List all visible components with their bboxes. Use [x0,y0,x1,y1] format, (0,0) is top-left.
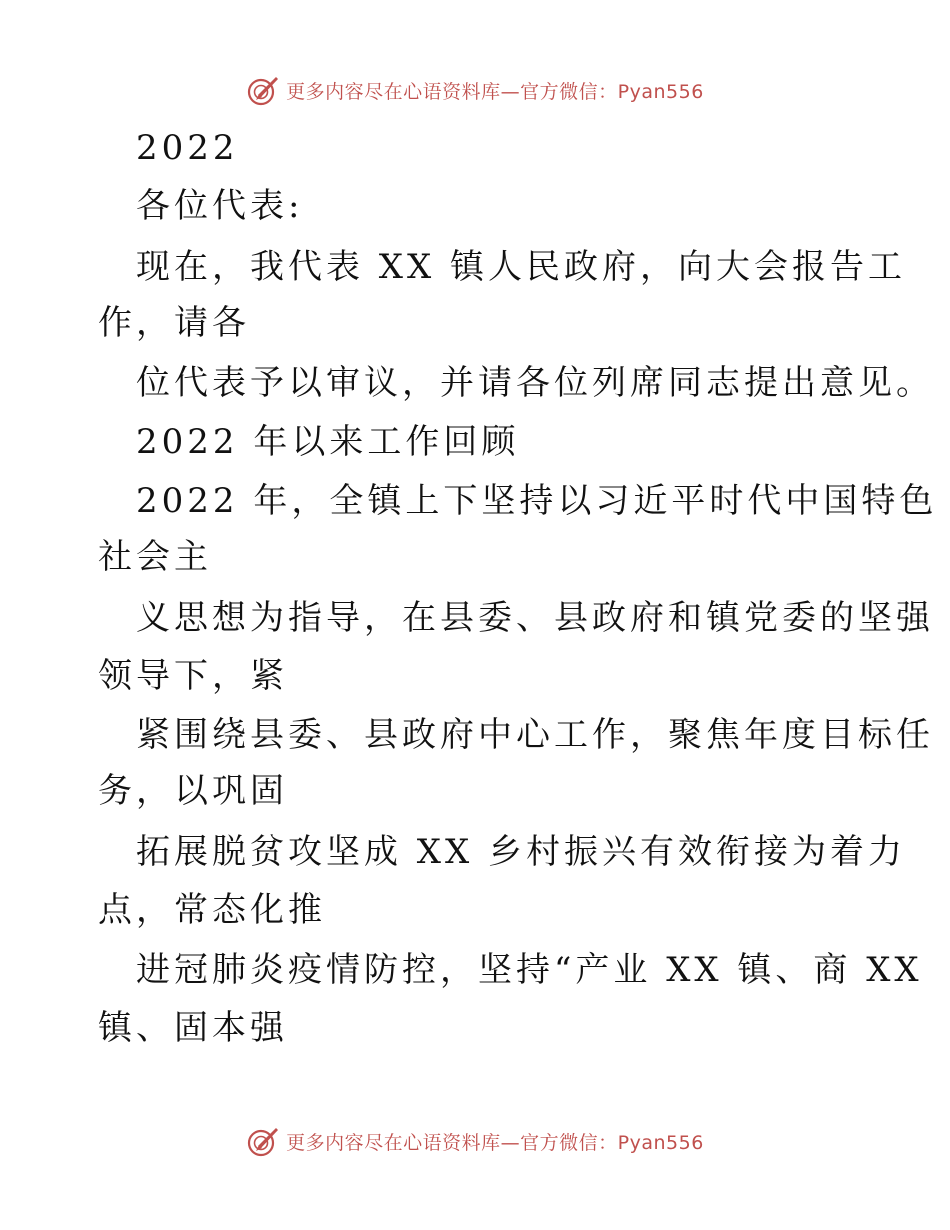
text-line: 镇、固本强 [98,1008,288,1048]
text-line: 现在，我代表 XX 镇人民政府，向大会报告工 [136,247,907,287]
text-line: 位代表予以审议，并请各位列席同志提出意见。 [136,363,934,403]
text-line: 进冠肺炎疫情防控，坚持“产业 XX 镇、商 XX [136,950,923,990]
text-line: 拓展脱贫攻坚成 XX 乡村振兴有效衔接为着力 [136,832,907,872]
text-line: 各位代表: [136,186,304,226]
text-line: 点，常态化推 [98,890,326,930]
feather-pen-icon [246,1124,280,1158]
text-line: 2022 年以来工作回顾 [136,422,520,462]
text-line: 2022 年，全镇上下坚持以习近平时代中国特色 [136,481,938,521]
feather-pen-icon [246,73,280,107]
watermark-text: 更多内容尽在心语资料库—官方微信：Pyan556 [286,80,704,103]
text-line: 领导下，紧 [98,656,288,696]
text-line: 社会主 [98,537,212,577]
watermark-text: 更多内容尽在心语资料库—官方微信：Pyan556 [286,1131,704,1154]
text-line: 作，请各 [98,303,250,343]
text-line: 义思想为指导，在县委、县政府和镇党委的坚强 [136,598,934,638]
text-line: 务，以巩固 [98,771,288,811]
watermark-header [0,70,950,110]
text-line: 紧围绕县委、县政府中心工作，聚焦年度目标任 [136,715,934,755]
watermark-footer [0,1121,950,1161]
text-line: 2022 [136,128,239,168]
